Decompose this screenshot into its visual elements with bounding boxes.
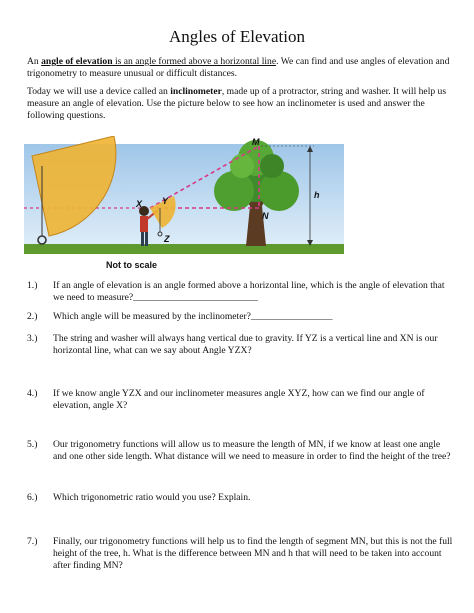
question-3 (27, 333, 452, 357)
question-1 (27, 280, 452, 304)
intro-rest: . We can find and use angles of elevation and trigonometry to measure unusual or difficult distances. (27, 56, 450, 79)
question-text: Which trigonometric ratio would you use? Explain. (53, 492, 251, 503)
grass (24, 244, 344, 254)
question-4 (27, 388, 452, 412)
inclinometer-paragraph (27, 86, 452, 122)
question-6 (27, 492, 452, 504)
question-number: 3.) (27, 333, 38, 344)
question-number: 7.) (27, 536, 38, 547)
page-title: Angles of Elevation (169, 27, 305, 46)
inclinometer-rest: , made up of a protractor, string and washer. It will help us measure an angle of elevation. Use the picture below to see how an inclinometer is used and answer the following questions. (27, 86, 447, 121)
question-5 (27, 439, 452, 463)
label-n: N (262, 211, 269, 221)
question-number: 1.) (27, 280, 38, 291)
question-text: The string and washer will always hang vertical due to gravity. If YZ is a vertical line and XN is our horizontal line, what can we say about Angle YZX? (53, 333, 438, 356)
question-number: 2.) (27, 311, 38, 322)
label-h: h (314, 190, 320, 200)
label-x: X (136, 199, 143, 209)
intro-term: angle of elevation (41, 56, 113, 67)
question-text: If we know angle YZX and our inclinometer measures angle XYZ, how can we find our angle of elevation, angle X? (53, 388, 425, 411)
figure-caption: Not to scale (106, 260, 158, 270)
inclinometer-term: inclinometer (170, 86, 222, 97)
intro-paragraph (27, 56, 452, 80)
question-number: 6.) (27, 492, 38, 503)
label-z: Z (164, 234, 170, 244)
question-7 (27, 536, 452, 572)
question-text: Which angle will be measured by the inclinometer?_________________ (53, 311, 333, 322)
question-number: 4.) (27, 388, 38, 399)
question-text: If an angle of elevation is an angle formed above a horizontal line, which is the angle of elevation that we need to measure?__________________________ (53, 280, 445, 303)
label-y: Y (162, 196, 169, 206)
inclinometer-figure (24, 136, 344, 276)
question-text: Our trigonometry functions will allow us to measure the length of MN, if we know at least one angle and one other side length. What distance will we need to measure in order to find the height of the tree? (53, 439, 451, 462)
question-number: 5.) (27, 439, 38, 450)
label-m: M (252, 137, 260, 147)
intro-prefix: An (27, 56, 42, 67)
question-text: Finally, our trigonometry functions will help us to find the length of segment MN, but this is not the full height of the tree, h. What is the difference between MN and h that will need to be taken into account after finding MN? (53, 536, 453, 571)
intro-definition: is an angle formed above a horizontal line (112, 56, 277, 67)
question-2 (27, 311, 452, 323)
inclinometer-prefix: Today we will use a device called an (27, 86, 171, 97)
